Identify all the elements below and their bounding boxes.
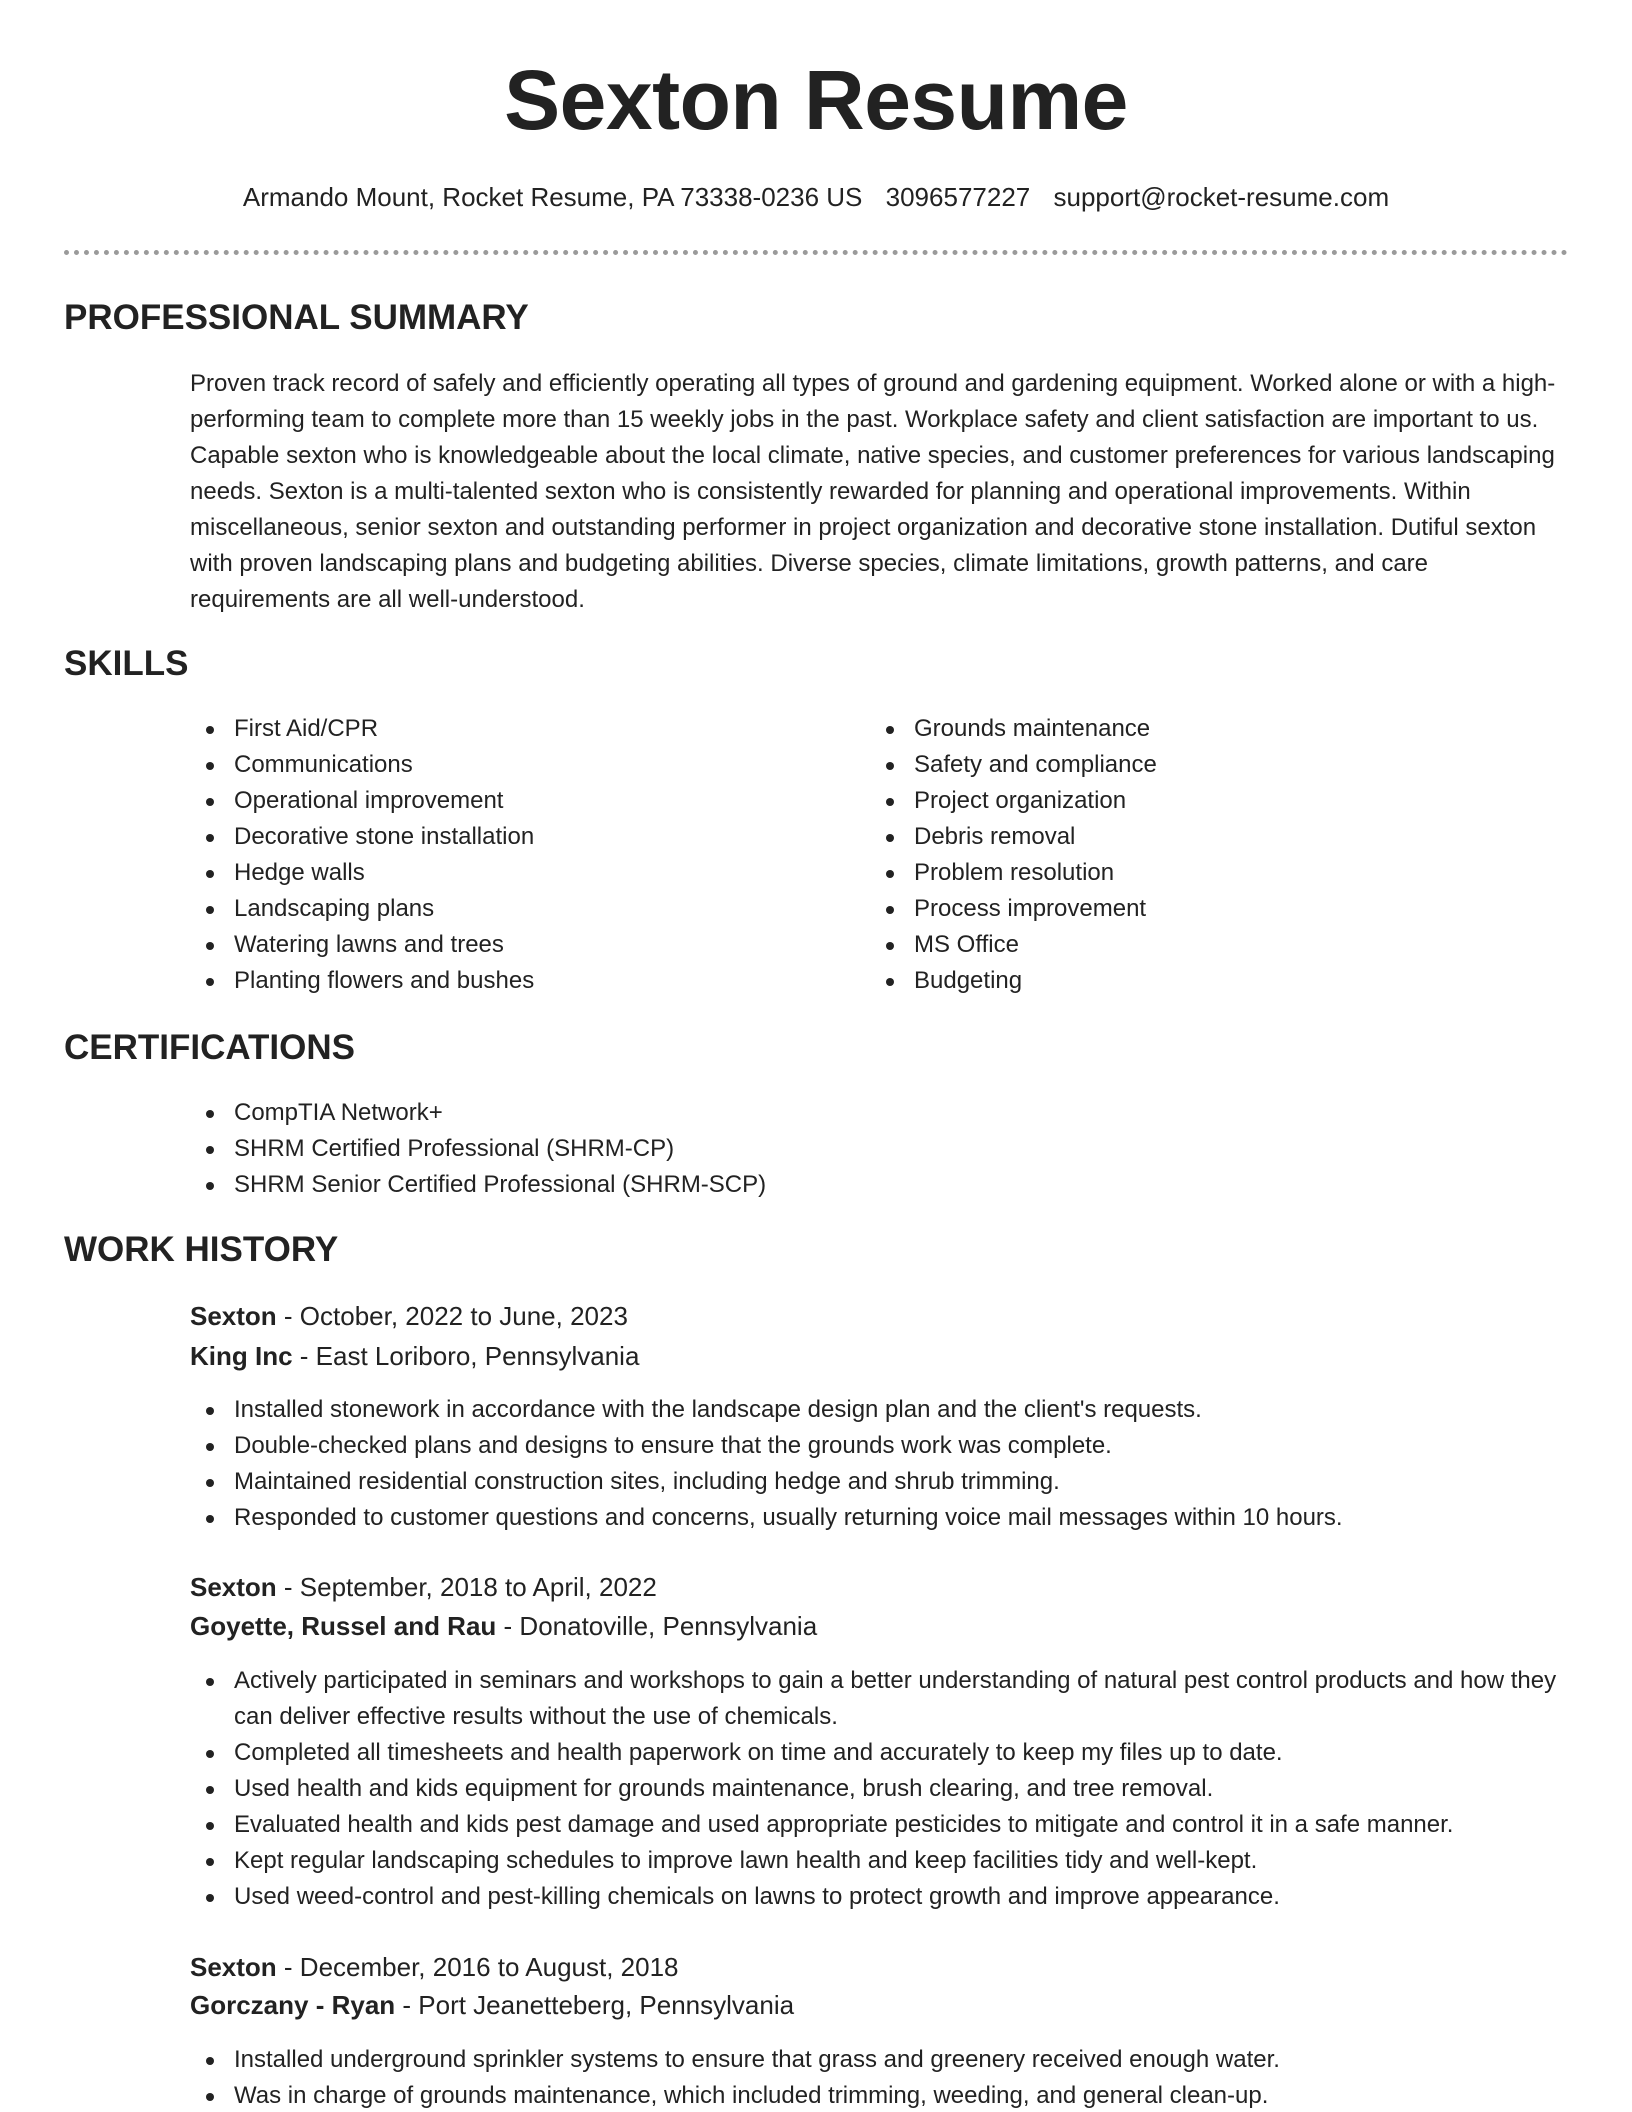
work-history-heading: WORK HISTORY <box>64 1230 339 1269</box>
job-dates: - October, 2022 to June, 2023 <box>276 1301 628 1331</box>
resume-title: Sexton Resume <box>504 53 1128 147</box>
skills-heading: SKILLS <box>64 644 189 683</box>
job-company: Goyette, Russel and Rau <box>190 1611 497 1641</box>
skill-item: Landscaping plans <box>190 891 830 927</box>
skill-item: First Aid/CPR <box>190 711 830 747</box>
certification-item: CompTIA Network+ <box>190 1095 1570 1131</box>
job-company: King Inc <box>190 1341 293 1371</box>
skill-item: Project organization <box>870 783 1510 819</box>
job-role: Sexton <box>190 1301 277 1331</box>
job-company: Gorczany - Ryan <box>190 1990 396 2020</box>
job-bullet: Installed stonework in accordance with the landscape design plan and the client's requests. <box>190 1392 1580 1428</box>
job-title-line <box>190 1949 679 1985</box>
skill-item: Operational improvement <box>190 783 830 819</box>
skills-list-left <box>190 711 830 999</box>
skill-item: Grounds maintenance <box>870 711 1510 747</box>
skill-item: Hedge walls <box>190 855 830 891</box>
job-bullet: Was in charge of grounds maintenance, which included trimming, weeding, and general clean-up. <box>190 2078 1580 2112</box>
job-title-line <box>190 1569 657 1605</box>
summary-text: Proven track record of safely and efficiently operating all types of ground and gardening equipment. Worked alone or with a high-performing team to complete more than 15 weekly jobs in the past. Workplace safety and client satisfaction are important to us. Capable sexton who is knowledgeable about the local climate, native species, and customer preferences for various landscaping needs. Sexton is a multi-talented sexton who is consistently rewarded for planning and operational improvements. Within miscellaneous, senior sexton and outstanding performer in project organization and decorative stone installation. Dutiful sexton with proven landscaping plans and budgeting abilities. Diverse species, climate limitations, growth patterns, and care requirements are all well-understood. <box>190 370 1556 613</box>
certifications-heading: CERTIFICATIONS <box>64 1028 356 1067</box>
certifications-list <box>190 1095 1570 1203</box>
job-location: - Donatoville, Pennsylvania <box>496 1611 818 1641</box>
job-bullet: Used health and kids equipment for grounds maintenance, brush clearing, and tree removal. <box>190 1771 1580 1807</box>
contact-email: support@rocket-resume.com <box>1053 182 1390 212</box>
job-bullet: Double-checked plans and designs to ensure that the grounds work was complete. <box>190 1428 1580 1464</box>
header-divider <box>64 250 1568 255</box>
skill-item: MS Office <box>870 927 1510 963</box>
job-dates: - December, 2016 to August, 2018 <box>276 1952 679 1982</box>
skill-item: Communications <box>190 747 830 783</box>
skill-item: Safety and compliance <box>870 747 1510 783</box>
job-company-line <box>190 1338 639 1374</box>
skill-item: Decorative stone installation <box>190 819 830 855</box>
job-bullets <box>190 1392 1580 1536</box>
job-bullets <box>190 1663 1580 1915</box>
job-company-line <box>190 1987 794 2023</box>
job-bullet: Maintained residential construction sites, including hedge and shrub trimming. <box>190 1464 1580 1500</box>
job-bullets <box>190 2042 1580 2112</box>
job-title-line <box>190 1298 628 1334</box>
skill-item: Problem resolution <box>870 855 1510 891</box>
job-dates: - September, 2018 to April, 2022 <box>276 1572 657 1602</box>
job-bullet: Installed underground sprinkler systems to ensure that grass and greenery received enough water. <box>190 2042 1580 2078</box>
job-bullet: Kept regular landscaping schedules to improve lawn health and keep facilities tidy and well-kept. <box>190 1843 1580 1879</box>
contact-phone: 3096577227 <box>885 182 1031 212</box>
skill-item: Planting flowers and bushes <box>190 963 830 999</box>
skill-item: Budgeting <box>870 963 1510 999</box>
contact-line <box>0 182 1632 213</box>
certification-item: SHRM Certified Professional (SHRM-CP) <box>190 1131 1570 1167</box>
job-bullet: Used weed-control and pest-killing chemicals on lawns to protect growth and improve appearance. <box>190 1879 1580 1915</box>
job-location: - Port Jeanetteberg, Pennsylvania <box>395 1990 795 2020</box>
job-location: - East Loriboro, Pennsylvania <box>292 1341 640 1371</box>
job-company-line <box>190 1608 817 1644</box>
contact-address: Armando Mount, Rocket Resume, PA 73338-0236 US <box>242 182 863 212</box>
skill-item: Process improvement <box>870 891 1510 927</box>
certification-item: SHRM Senior Certified Professional (SHRM-SCP) <box>190 1167 1570 1203</box>
job-bullet: Actively participated in seminars and workshops to gain a better understanding of natural pest control products and how they can deliver effective results without the use of chemicals. <box>190 1663 1580 1735</box>
summary-heading: PROFESSIONAL SUMMARY <box>64 298 529 337</box>
skills-list-right <box>870 711 1510 999</box>
job-role: Sexton <box>190 1952 277 1982</box>
job-bullet: Responded to customer questions and concerns, usually returning voice mail messages within 10 hours. <box>190 1500 1580 1536</box>
job-role: Sexton <box>190 1572 277 1602</box>
skill-item: Watering lawns and trees <box>190 927 830 963</box>
skill-item: Debris removal <box>870 819 1510 855</box>
job-bullet: Evaluated health and kids pest damage and used appropriate pesticides to mitigate and control it in a safe manner. <box>190 1807 1580 1843</box>
job-bullet: Completed all timesheets and health paperwork on time and accurately to keep my files up to date. <box>190 1735 1580 1771</box>
